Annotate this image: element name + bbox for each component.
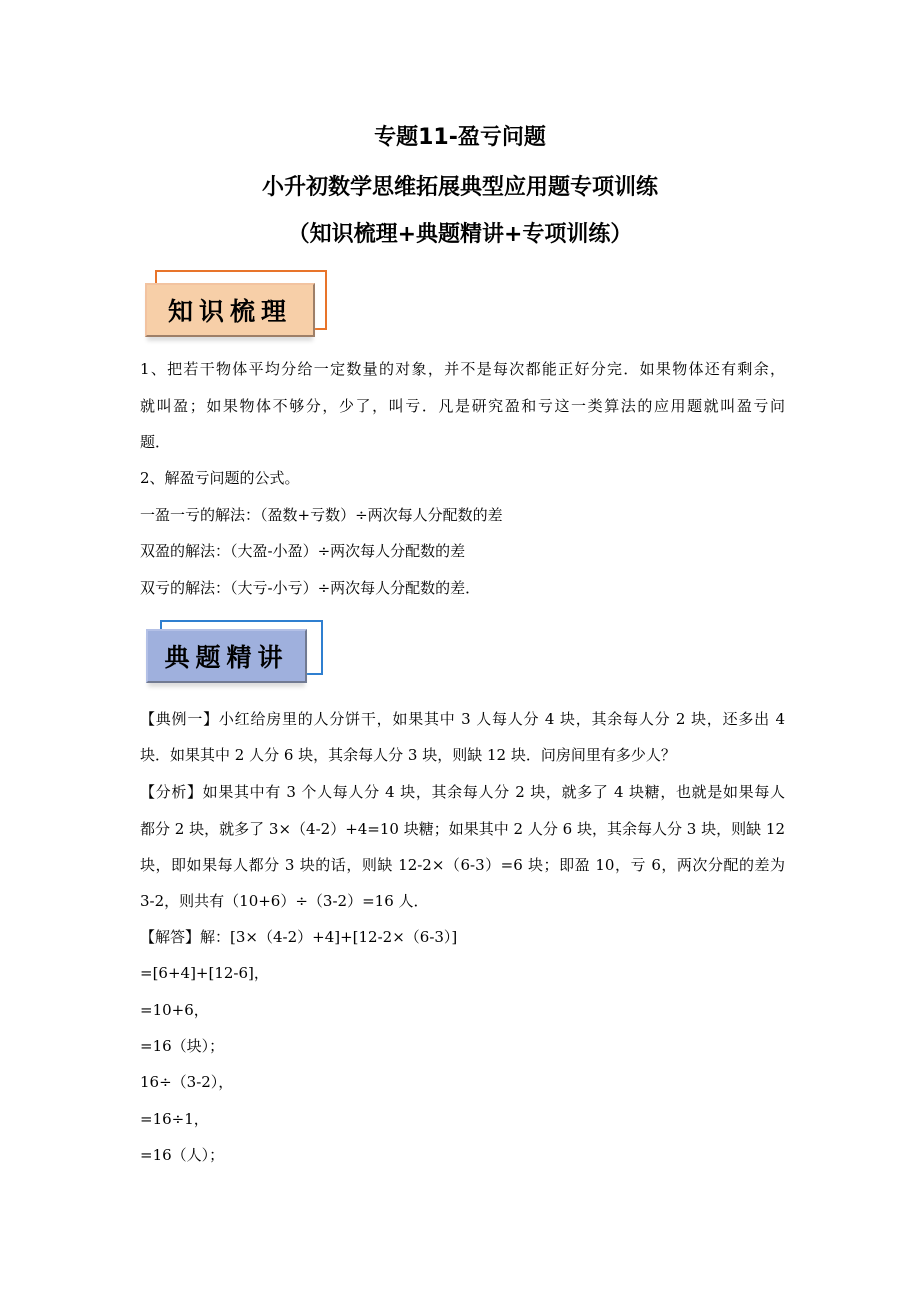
text-line: 块，即如果每人都分 3 块的话，则缺 12-2×（6-3）=6 块；即盈 10，亏 6，两次分配的差为: [140, 856, 785, 874]
text-line: 就叫盈；如果物体不够分，少了，叫亏．凡是研究盈和亏这一类算法的应用题就叫盈亏问: [140, 397, 785, 415]
text-line: 3-2，则共有（10+6）÷（3-2）=16 人．: [140, 892, 429, 910]
doc-title: 专题11-盈亏问题: [374, 125, 546, 150]
text-line: 16÷（3-2），: [140, 1073, 234, 1091]
text-line: 【典例一】小红给房里的人分饼干，如果其中 3 人每人分 4 块，其余每人分 2 块，还多出 4: [140, 710, 785, 728]
text-line: 都分 2 块，就多了 3×（4-2）+4=10 块糖；如果其中 2 人分 6 块，其余每人分 3 块，则缺 12: [140, 820, 785, 838]
text-line: 【分析】如果其中有 3 个人每人分 4 块，其余每人分 2 块，就多了 4 块糖，也就是如果每人: [140, 783, 785, 801]
text-line: 双盈的解法：（大盈-小盈）÷两次每人分配数的差: [140, 542, 466, 560]
text-line: =16÷1，: [140, 1110, 209, 1128]
text-line: 一盈一亏的解法：（盈数+亏数）÷两次每人分配数的差: [140, 506, 503, 524]
text-line: 块．如果其中 2 人分 6 块，其余每人分 3 块，则缺 12 块．问房间里有多少人？: [140, 746, 676, 764]
text-line: 题．: [140, 433, 171, 451]
doc-subtitle-2: （知识梳理+典题精讲+专项训练）: [287, 222, 633, 247]
text-line: =10+6，: [140, 1001, 209, 1019]
doc-subtitle: 小升初数学思维拓展典型应用题专项训练: [261, 175, 658, 200]
text-line: 1、把若干物体平均分给一定数量的对象，并不是每次都能正好分完．如果物体还有剩余，: [140, 360, 785, 378]
text-line: =16（人）；: [140, 1146, 225, 1164]
text-line: =[6+4]+[12-6]，: [140, 964, 269, 982]
text-line: =16（块）；: [140, 1037, 225, 1055]
text-line: 【解答】解：[3×（4-2）+4]+[12-2×（6-3）]: [140, 928, 458, 946]
text-line: 2、解盈亏问题的公式。: [140, 469, 300, 487]
text-line: 双亏的解法：（大亏-小亏）÷两次每人分配数的差．: [140, 579, 481, 597]
document-page: 专题11-盈亏问题 小升初数学思维拓展典型应用题专项训练 （知识梳理+典题精讲+专项训练） 知识梳理 1、把若干物体平均分给一定数量的对象，并不是每次都能正好分完．如果物体还有剩余， 就叫盈；如果物体不够分，少了，叫亏．凡是研究盈和亏这一类算法的应用题就叫盈亏问 题． 2、解盈亏问题的公式。 一盈一亏的解法：（盈数+亏数）÷两次每人分配数的差 双盈的解法：（大盈-小盈）÷两次每人分配数的差 双亏的解法：（大亏-小亏）÷两次每人分配数的差． 典题精讲 【典例一】小红给房里的人分饼干，如果其中 3 人每人分 4 块，其余每人分 2 块，还多出 4 块．如果其中 2 人分 6 块，其余每人分 3 块，则缺 12 块．问房间里有多少人？ 【分析】如果其中有 3 个人每人分 4 块，其余每人分 2 块，就多了 4 块糖，也就是如果每人 都分 2 块，就多了 3×（4-2）+4=10 块糖；如果其中 2 人分 6 块，其余每人分 3 块，则缺 12 块，即如果每人都分 3 块的话，则缺 12-2×（6-3）=6 块；即盈 10，亏 6，两次分配的差为 3-2，则共有（10+6）÷（3-2）=16 人． 【解答】解：[3×（4-2）+4]+[12-2×（6-3）] =[6+4]+[12-6]， =10+6， =16（块）； 16÷（3-2）， =16÷1， =16（人）；: [0, 0, 920, 1302]
